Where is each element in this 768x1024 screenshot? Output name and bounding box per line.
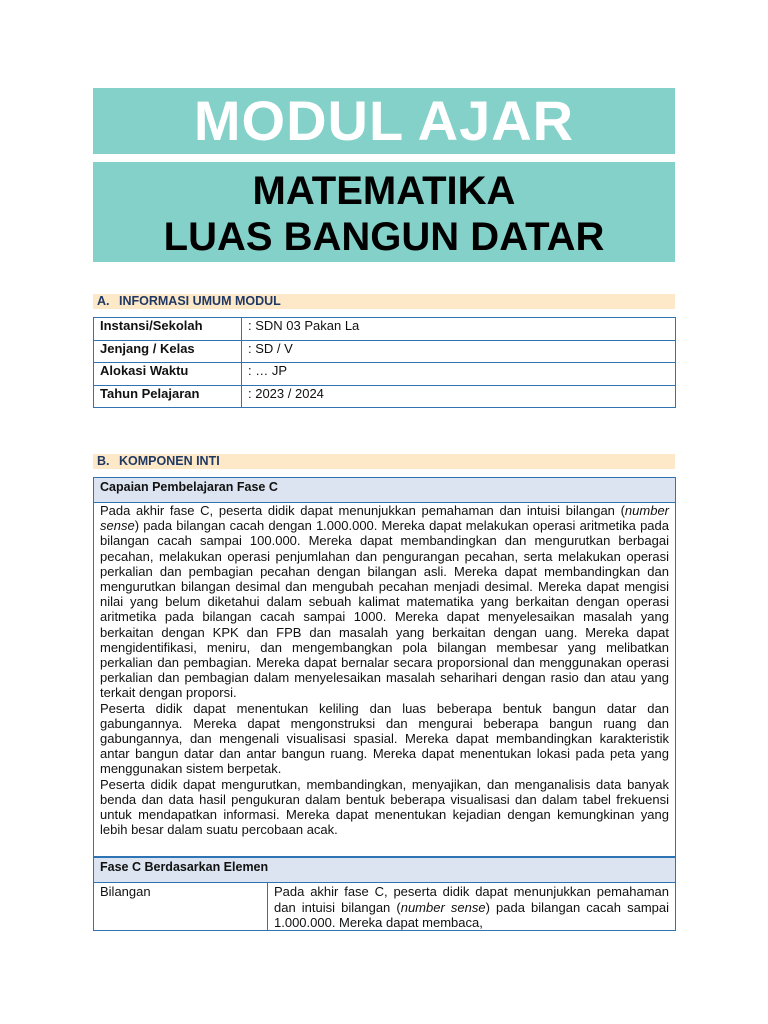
cp-header	[93, 477, 676, 503]
info-value: : 2023 / 2024	[242, 385, 676, 408]
subject-title: MATEMATIKA	[252, 169, 516, 213]
subject-banner	[93, 162, 675, 262]
module-title: MODUL AJAR	[193, 89, 575, 152]
topic-title: LUAS BANGUN DATAR	[163, 215, 605, 259]
cp-header-label: Capaian Pembelajaran Fase C	[100, 480, 278, 494]
element-text: ) pada bilangan cacah sampai 1.000.000. Mereka dapat membaca,	[274, 899, 669, 930]
info-key: Tahun Pelajaran	[94, 385, 242, 408]
table-row	[94, 385, 676, 408]
cp-paragraph-1	[94, 502, 675, 701]
element-emphasis: number sense	[400, 899, 486, 915]
section-a-title: INFORMASI UMUM MODUL	[119, 294, 281, 308]
info-value: : … JP	[242, 363, 676, 386]
cp-body	[93, 502, 676, 857]
info-value: : SD / V	[242, 340, 676, 363]
element-text: Pada akhir fase C, peserta didik dapat menunjukkan pemahaman dan intuisi bilangan (	[274, 884, 669, 915]
section-b-title: KOMPONEN INTI	[119, 454, 220, 468]
section-b-heading	[93, 454, 675, 469]
element-name: Bilangan	[94, 882, 268, 930]
fase-header-label: Fase C Berdasarkan Elemen	[100, 860, 269, 874]
info-value: : SDN 03 Pakan La	[242, 318, 676, 341]
cp-text: ) pada bilangan cacah dengan 1.000.000. Mereka dapat melakukan operasi aritmetika pada bilangan cacah sampai 100.000. Mereka dapat membandingkan dan mengurutkan berbagai pecahan, melakukan operasi penjumlahan dan pengurangan pecahan, serta melakukan operasi perkalian dan pembagian pecahan dengan bilangan asli. Mereka dapat membandingkan dan mengurutkan bilangan desimal dan mengubah pecahan menjadi desimal. Mereka dapat mengisi nilai yang belum diketahui dalam sebuah kalimat matematika yang berkaitan dengan operasi aritmetika pada bilangan cacah sampai 1000. Mereka dapat menyelesaikan masalah yang berkaitan dengan KPK dan FPB dan masalah yang berkaitan dengan uang. Mereka dapat mengidentifikasi, meniru, dan mengembangkan pola bilangan membesar yang melibatkan perkalian dan pembagian. Mereka dapat bernalar secara proporsional dan menggunakan operasi perkalian dan pembagian dalam menyelesaikan masalah seharihari dengan rasio dan atau yang terkait dengan proporsi.	[100, 518, 669, 701]
info-key: Alokasi Waktu	[94, 363, 242, 386]
info-key: Instansi/Sekolah	[94, 318, 242, 341]
section-a-number: A.	[97, 294, 110, 308]
title-banner	[93, 88, 675, 154]
cp-text: Pada akhir fase C, peserta didik dapat menunjukkan pemahaman dan intuisi bilangan (	[100, 503, 625, 518]
element-row	[93, 882, 676, 931]
fase-header	[93, 857, 676, 883]
table-row	[94, 318, 676, 341]
section-b-number: B.	[97, 454, 110, 468]
cp-paragraph-2: Peserta didik dapat menentukan keliling dan luas beberapa bentuk bangun datar dan gabungannya. Mereka dapat mengonstruksi dan mengurai beberapa bangun ruang dan gabungannya, dan mengenali visualisasi spasial. Mereka dapat membandingkan karakteristik antar bangun datar dan antar bangun ruang. Mereka dapat menentukan lokasi pada peta yang menggunakan sistem berpetak.	[100, 700, 669, 777]
general-info-table	[93, 317, 676, 408]
element-description	[268, 882, 675, 930]
table-row	[94, 363, 676, 386]
info-key: Jenjang / Kelas	[94, 340, 242, 363]
section-a-heading	[93, 294, 675, 309]
cp-emphasis: number sense	[100, 503, 669, 534]
cp-paragraph-3: Peserta didik dapat mengurutkan, membandingkan, menyajikan, dan menganalisis data banyak benda dan data hasil pengukuran dalam bentuk beberapa visualisasi dan dalam tabel frekuensi untuk mendapatkan informasi. Mereka dapat menentukan kejadian dengan kemungkinan yang lebih besar dalam suatu percobaan acak.	[100, 776, 669, 838]
table-row	[94, 340, 676, 363]
